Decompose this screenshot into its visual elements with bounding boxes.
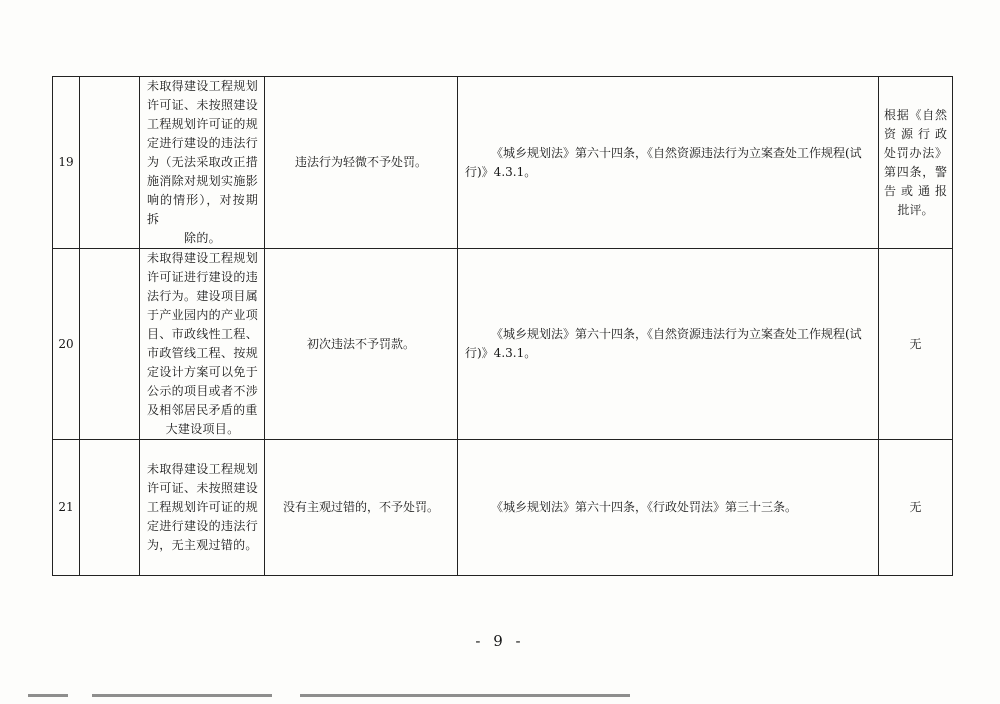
violation-text: 未取得建设工程规划许可证、未按照建设工程规划许可证的规定进行建设的违法行为，无主观过错的。: [147, 462, 258, 552]
remark: [879, 77, 953, 249]
remark-line: 处罚办法》: [884, 145, 947, 160]
legal-basis: [458, 249, 879, 440]
remark: 无: [879, 249, 953, 440]
remark-line: 第四条，警: [884, 164, 947, 179]
violation-description: [140, 249, 265, 440]
legal-basis-text: 《城乡规划法》第六十四条，《自然资源违法行为立案查处工作规程(试行)》4.3.1。: [465, 145, 862, 179]
violation-text: 未取得建设工程规划许可证进行建设的违法行为。建设项目属于产业园内的产业项目、市政线性工程、市政管线工程、按规定设计方案可以免于公示的项目或者不涉及相邻居民矛盾的重: [147, 251, 258, 417]
remark-line: 批评。: [897, 202, 934, 217]
violation-description: [140, 440, 265, 576]
violation-text-end: 除的。: [184, 231, 221, 245]
penalty-exemption-table: [52, 76, 953, 576]
scan-artifact-line: [300, 694, 630, 697]
page-number: - 9 -: [475, 632, 525, 650]
blank-cell: [80, 249, 140, 440]
scan-artifact-line: [92, 694, 272, 697]
row-number: 20: [53, 249, 80, 440]
row-number: 19: [53, 77, 80, 249]
row-number: 21: [53, 440, 80, 576]
table-row: [53, 440, 953, 576]
table-row: [53, 77, 953, 249]
table-row: [53, 249, 953, 440]
legal-basis: [458, 77, 879, 249]
remark-line: 资源行政: [884, 126, 947, 141]
legal-basis: [458, 440, 879, 576]
violation-text-end: 大建设项目。: [165, 422, 240, 436]
remark: 无: [879, 440, 953, 576]
exemption-condition: 违法行为轻微不予处罚。: [265, 77, 458, 249]
scan-artifact-line: [28, 694, 68, 697]
exemption-condition: 没有主观过错的，不予处罚。: [265, 440, 458, 576]
legal-basis-text: 《城乡规划法》第六十四条，《行政处罚法》第三十三条。: [491, 500, 798, 514]
blank-cell: [80, 77, 140, 249]
remark-line: 根据《自然: [884, 107, 947, 122]
blank-cell: [80, 440, 140, 576]
violation-text: 未取得建设工程规划许可证、未按照建设工程规划许可证的规定进行建设的违法行为（无法采取改正措施消除对规划实施影响的情形），对按期拆: [147, 79, 258, 226]
legal-basis-text: 《城乡规划法》第六十四条，《自然资源违法行为立案查处工作规程(试行)》4.3.1。: [465, 327, 862, 360]
violation-description: [140, 77, 265, 249]
remark-line: 告或通报: [884, 183, 947, 198]
exemption-condition: 初次违法不予罚款。: [265, 249, 458, 440]
